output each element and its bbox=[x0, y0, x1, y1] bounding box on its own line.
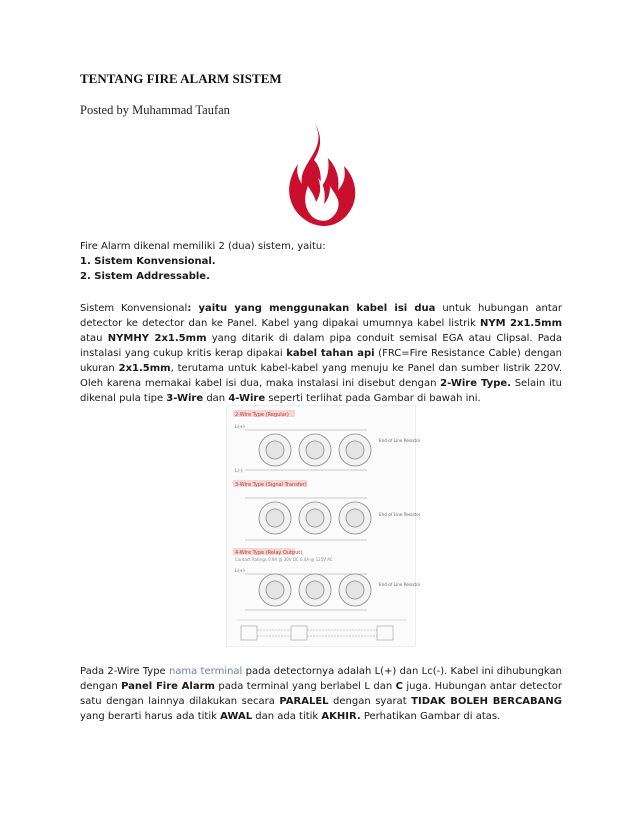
page-title: TENTANG FIRE ALARM SISTEM bbox=[80, 71, 282, 86]
text-run: 4-Wire bbox=[228, 393, 266, 404]
text-run: pada detectornya adalah L(+) dan Lc(-). Kabel ini dihubungkan dengan bbox=[80, 666, 563, 692]
text-run: TIDAK BOLEH BERCABANG bbox=[411, 696, 562, 707]
text-run: Panel Fire Alarm bbox=[121, 681, 215, 692]
text-run: AKHIR. bbox=[321, 711, 361, 722]
intro-lead: Fire Alarm dikenal memiliki 2 (dua) sistem, yaitu: bbox=[80, 241, 326, 252]
text-run: dan ada titik bbox=[252, 711, 322, 722]
text-run: kabel tahan api bbox=[286, 348, 375, 359]
text-run: (FRC=Fire Resistance Cable) dengan ukuran bbox=[80, 348, 562, 374]
text-run: yang ditarik di dalam pipa conduit semisal EGA atau Clipsal. Pada instalasi yang cukup kritis kerap dipakai bbox=[80, 333, 562, 359]
section-label: 4-Wire Type (Relay Output) bbox=[235, 550, 303, 556]
paragraph-konvensional bbox=[80, 301, 562, 406]
flame-icon bbox=[284, 120, 356, 228]
text-run: 3-Wire bbox=[166, 393, 204, 404]
wire-label: L(+) bbox=[235, 425, 245, 430]
text-run: pada terminal yang berlabel L dan bbox=[214, 681, 396, 692]
text-run: Perhatikan Gambar di atas. bbox=[360, 711, 501, 722]
text-run: : yaitu yang menggunakan kabel bbox=[187, 303, 395, 314]
text-run: yang berarti harus ada titik bbox=[80, 711, 221, 722]
text-run: juga. Hubungan antar detector satu dengan lainnya dilakukan secara bbox=[80, 681, 563, 707]
section-label: 2-Wire Type (Regular) bbox=[235, 412, 289, 418]
intro-block bbox=[80, 239, 562, 284]
wire-label: L(-) bbox=[235, 469, 243, 474]
text-run: AWAL bbox=[220, 711, 253, 722]
list-item: 1. Sistem Konvensional. bbox=[80, 256, 216, 267]
eol-label: End of Line Resistor bbox=[379, 512, 421, 517]
text-run: nama terminal bbox=[168, 666, 243, 677]
wire-label: L(+) bbox=[235, 569, 245, 574]
text-run: NYMHY 2x1.5mm bbox=[107, 333, 207, 344]
text-run: C bbox=[395, 681, 403, 692]
text-run: Pada 2-Wire Type bbox=[80, 666, 169, 677]
text-run: NYM 2x1.5mm bbox=[480, 318, 562, 329]
text-run: , terutama untuk kabel-kabel yang menuju ke Panel dan sumber listrik 220V. Oleh karena memakai kabel isi dua, maka instalasi ini disebut dengan bbox=[80, 363, 562, 389]
text-run: PARALEL bbox=[279, 696, 329, 707]
section-sublabel: Contact Ratings 0.9A @ 30V DC 0.4A @ 125V AC bbox=[235, 557, 333, 562]
text-run: isi dua bbox=[394, 303, 436, 314]
text-run: 2-Wire Type. bbox=[440, 378, 511, 389]
byline: Posted by Muhammad Taufan bbox=[80, 103, 230, 117]
text-run: dengan syarat bbox=[328, 696, 412, 707]
eol-label: End of Line Resistor bbox=[379, 438, 421, 443]
text-run: atau bbox=[80, 333, 108, 344]
list-item: 2. Sistem Addressable. bbox=[80, 271, 210, 282]
text-run: seperti terlihat pada Gambar di bawah ini. bbox=[265, 393, 481, 404]
eol-label: End of Line Resistor bbox=[379, 582, 421, 587]
text-run: Selain itu dikenal pula tipe bbox=[80, 378, 562, 404]
wiring-diagram-image bbox=[226, 405, 421, 647]
text-run: dan bbox=[203, 393, 229, 404]
text-run: 2x1.5mm bbox=[118, 363, 171, 374]
section-label: 3-Wire Type (Signal Transfer) bbox=[235, 482, 307, 488]
paragraph-2wire bbox=[80, 664, 562, 724]
text-run: untuk hubungan antar detector ke detector dan ke Panel. Kabel yang dipakai umumnya kabel listrik bbox=[80, 303, 562, 329]
text-run: Sistem Konvensional bbox=[80, 303, 188, 314]
